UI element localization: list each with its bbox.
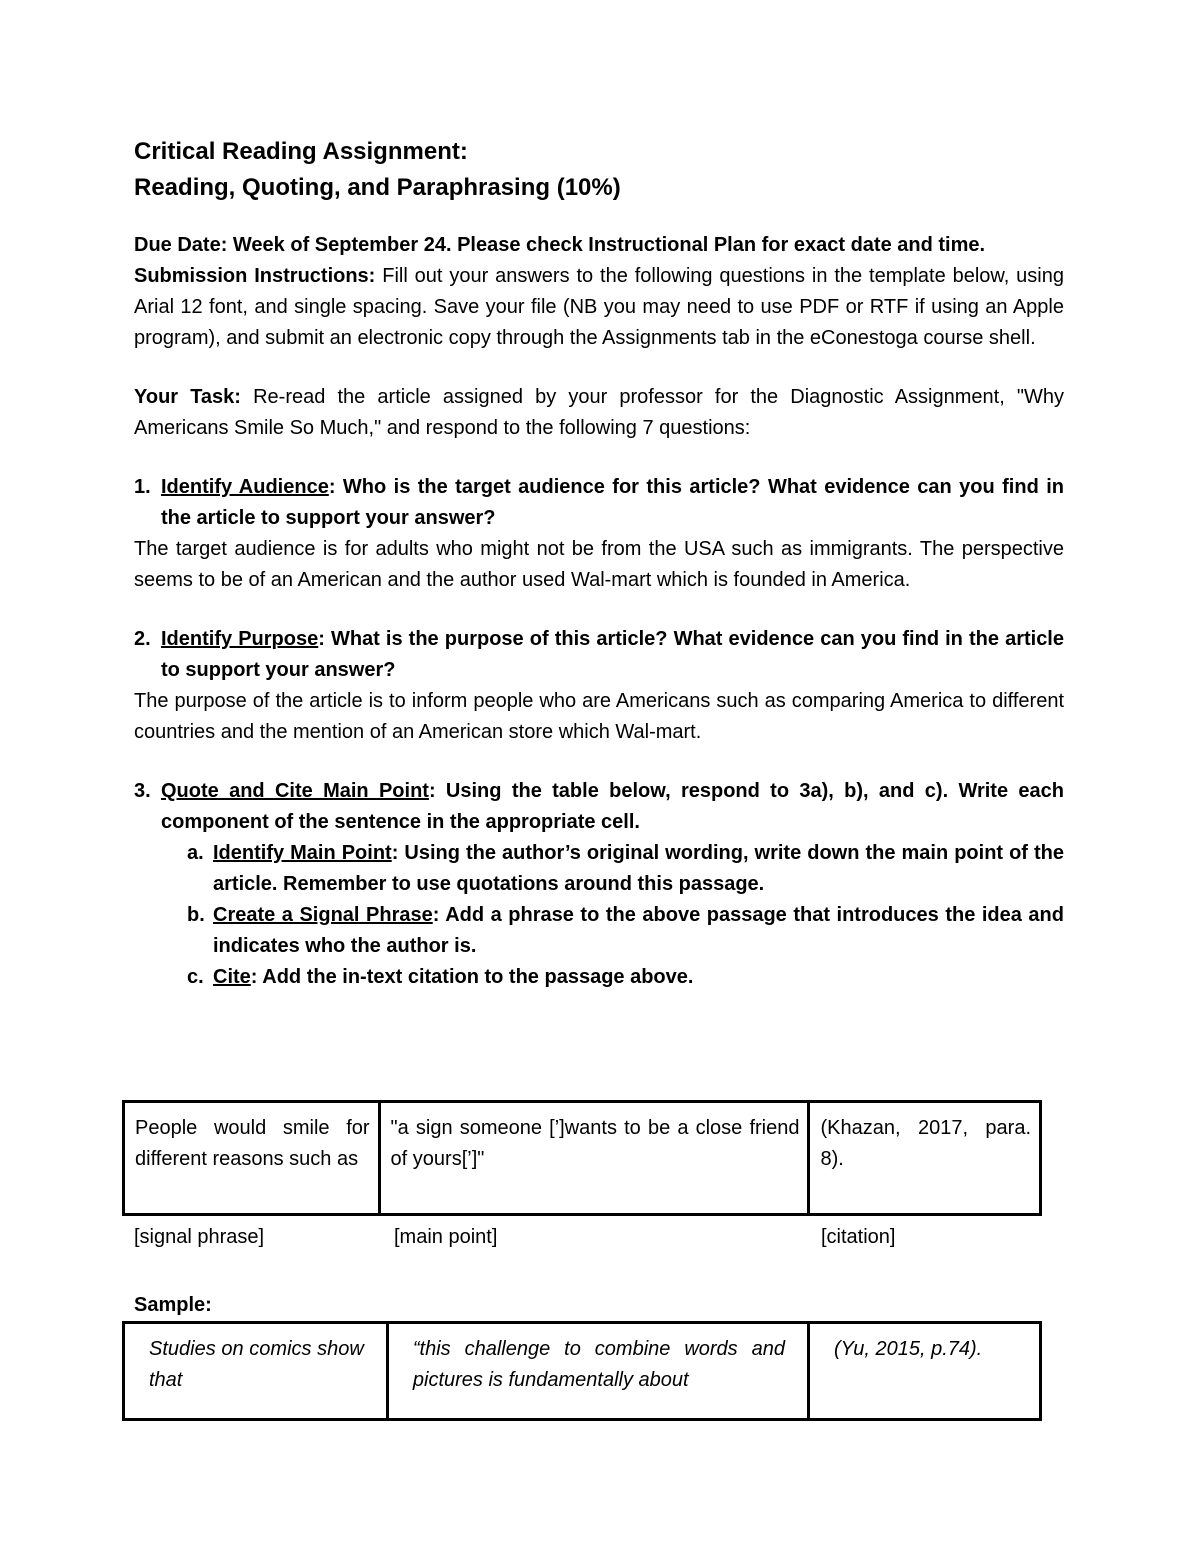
- question-3: [134, 776, 1064, 838]
- sample-table: [122, 1321, 1042, 1421]
- question-term: Identify Audience: [161, 476, 329, 498]
- sample-label: Sample:: [134, 1294, 212, 1316]
- question-number: 1.: [134, 476, 151, 498]
- sample-main-point-cell: “this challenge to combine words and pictures is fundamentally about: [387, 1323, 808, 1420]
- sub-number: b.: [187, 904, 205, 926]
- document-page: [134, 134, 1064, 993]
- sample-signal-phrase-cell: Studies on comics show that: [124, 1323, 388, 1420]
- citation-cell[interactable]: (Khazan, 2017, para. 8).: [809, 1102, 1041, 1215]
- sub-term: Create a Signal Phrase: [213, 904, 433, 926]
- question-term: Identify Purpose: [161, 628, 319, 650]
- question-term: Quote and Cite Main Point: [161, 780, 429, 802]
- signal-phrase-cell[interactable]: People would smile for different reasons such as: [124, 1102, 380, 1215]
- title-line-1: Critical Reading Assignment:: [134, 138, 468, 165]
- answer-2: The purpose of the article is to inform people who are Americans such as comparing America to different countries and the mention of an American store which Wal-mart.: [134, 690, 1064, 743]
- title-line-2: Reading, Quoting, and Paraphrasing (10%): [134, 174, 621, 201]
- question-text: : Using the table below, respond to 3a), b), and c). Write each component of the sentence in the appropriate cell.: [161, 780, 1064, 833]
- sub-number: a.: [187, 842, 204, 864]
- submission-label: Submission Instructions:: [134, 265, 376, 287]
- main-point-cell[interactable]: "a sign someone [’]wants to be a close friend of yours[’]": [379, 1102, 809, 1215]
- task-text: Re-read the article assigned by your professor for the Diagnostic Assignment, "Why Americans Smile So Much," and respond to the following 7 questions:: [134, 386, 1064, 439]
- answer-1: The target audience is for adults who might not be from the USA such as immigrants. The perspective seems to be of an American and the author used Wal-mart which is founded in America.: [134, 538, 1064, 591]
- sub-text: : Using the author’s original wording, write down the main point of the article. Remember to use quotations around this passage.: [213, 842, 1064, 895]
- sub-question-b: [187, 900, 1064, 962]
- label-citation: [citation]: [821, 1226, 896, 1248]
- question-text: : Who is the target audience for this article? What evidence can you find in the article to support your answer?: [161, 476, 1064, 529]
- label-signal-phrase: [signal phrase]: [134, 1226, 265, 1248]
- question-number: 3.: [134, 780, 151, 802]
- sub-question-c: [187, 962, 1064, 993]
- sub-term: Identify Main Point: [213, 842, 392, 864]
- sample-citation-cell: (Yu, 2015, p.74).: [808, 1323, 1040, 1420]
- sub-term: Cite: [213, 966, 251, 988]
- sub-number: c.: [187, 966, 204, 988]
- label-main-point: [main point]: [394, 1226, 498, 1248]
- question-number: 2.: [134, 628, 151, 650]
- submission-instructions: [134, 261, 1064, 354]
- answer-table: [122, 1100, 1042, 1216]
- your-task: [134, 382, 1064, 444]
- due-date: Due Date: Week of September 24. Please check Instructional Plan for exact date and time.: [134, 234, 986, 256]
- sub-question-a: [187, 838, 1064, 900]
- task-label: Your Task:: [134, 386, 241, 408]
- submission-text: Fill out your answers to the following questions in the template below, using Arial 12 font, and single spacing. Save your file (NB you may need to use PDF or RTF if using an Apple program), and submit an electronic copy through the Assignments tab in the eConestoga course shell.: [134, 265, 1064, 349]
- sub-text: : Add a phrase to the above passage that introduces the idea and indicates who the author is.: [213, 904, 1064, 957]
- sub-text: : Add the in-text citation to the passage above.: [250, 966, 694, 988]
- question-2: [134, 624, 1064, 686]
- question-1: [134, 472, 1064, 534]
- question-text: : What is the purpose of this article? What evidence can you find in the article to support your answer?: [161, 628, 1064, 681]
